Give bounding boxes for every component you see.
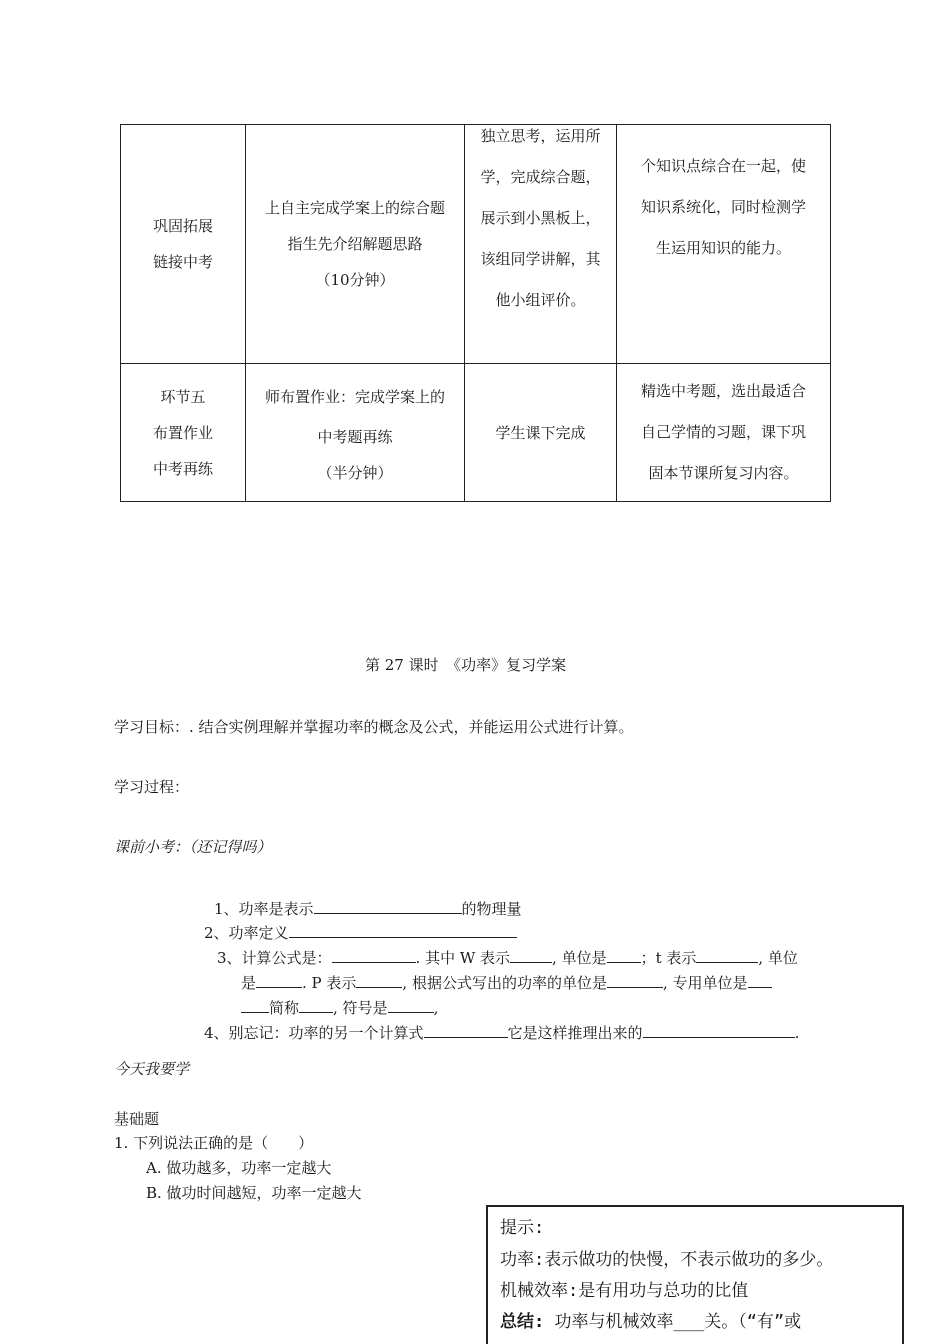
learning-process-label: 学习过程： (114, 778, 190, 796)
design-intent-cell: 精选中考题，选出最适合 自己学情的习题，课下巩 固本节课所复习内容。 (617, 364, 831, 502)
answer-blank[interactable] (241, 998, 269, 1013)
today-learn-heading: 今天我要学 (114, 1060, 190, 1078)
answer-blank[interactable] (643, 1023, 795, 1038)
answer-blank[interactable] (696, 948, 758, 963)
tip-box (486, 1205, 904, 1344)
answer-blank[interactable] (256, 973, 302, 988)
answer-blank[interactable] (607, 973, 663, 988)
teacher-activity-cell: 师布置作业：完成学案上的 中考题再练 （半分钟） (246, 364, 465, 502)
student-activity-cell: 学生课下完成 (465, 364, 617, 502)
tip-summary (500, 1307, 801, 1332)
mc-question-1: 1. 下列说法正确的是（ ） (114, 1134, 314, 1152)
answer-blank[interactable] (607, 948, 641, 963)
option-b: B. 做功时间越短，功率一定越大 (146, 1184, 362, 1202)
answer-blank[interactable] (332, 948, 416, 963)
quiz-question-4: 4、别忘记：功率的另一个计算式 它是这样推理出来的 . (204, 1024, 800, 1042)
quiz-question-1: 1、功率是表示 的物理量 (214, 900, 522, 918)
teacher-activity-cell: 上自主完成学案上的综合题 指生先介绍解题思路 （10分钟） (246, 125, 465, 364)
design-intent-cell: 个知识点综合在一起，使 知识系统化，同时检测学 生运用知识的能力。 (617, 125, 831, 364)
answer-blank[interactable] (510, 948, 552, 963)
tip-power-definition: 功率:表示做功的快慢，不表示做功的多少。 (500, 1250, 834, 1270)
answer-blank[interactable] (388, 998, 434, 1013)
page-title: 第 27 课时 《功率》复习学案 (365, 656, 567, 674)
answer-blank[interactable] (424, 1023, 508, 1038)
answer-blank[interactable] (314, 899, 462, 914)
stage-cell: 巩固拓展 链接中考 (121, 125, 246, 364)
answer-blank[interactable] (356, 973, 402, 988)
learning-objective: 学习目标：. 结合实例理解并掌握功率的概念及公式，并能运用公式进行计算。 (114, 718, 634, 736)
table-row (121, 364, 831, 502)
summary-text: 功率与机械效率___关。（“有”或 (544, 1312, 802, 1332)
answer-blank[interactable] (299, 998, 333, 1013)
stage-cell: 环节五 布置作业 中考再练 (121, 364, 246, 502)
lesson-plan-table (120, 124, 831, 502)
quiz-question-3-cont: 是 . P 表示 , 根据公式写出的功率的单位是 , 专用单位是 (241, 972, 772, 993)
answer-blank[interactable] (289, 923, 517, 938)
quiz-question-2: 2、功率定义 (204, 922, 517, 943)
basic-questions-heading: 基础题 (114, 1110, 160, 1128)
table-row (121, 125, 831, 364)
tip-title: 提示: (500, 1218, 545, 1238)
tip-efficiency-definition: 机械效率:是有用功与总功的比值 (500, 1281, 749, 1301)
pre-class-quiz-heading: 课前小考：（还记得吗） (114, 838, 272, 856)
student-activity-cell: 独立思考，运用所 学，完成综合题， 展示到小黑板上， 该组同学讲解，其 他小组评价。 (465, 125, 617, 364)
option-a: A. 做功越多，功率一定越大 (146, 1159, 332, 1177)
quiz-question-3: 3、计算公式是： . 其中 W 表示 , 单位是 ；t 表示 , 单位 (217, 949, 798, 967)
quiz-question-3-cont2: 简称 , 符号是 , (241, 997, 438, 1018)
summary-label: 总结: (500, 1312, 545, 1332)
answer-blank[interactable] (748, 973, 772, 988)
